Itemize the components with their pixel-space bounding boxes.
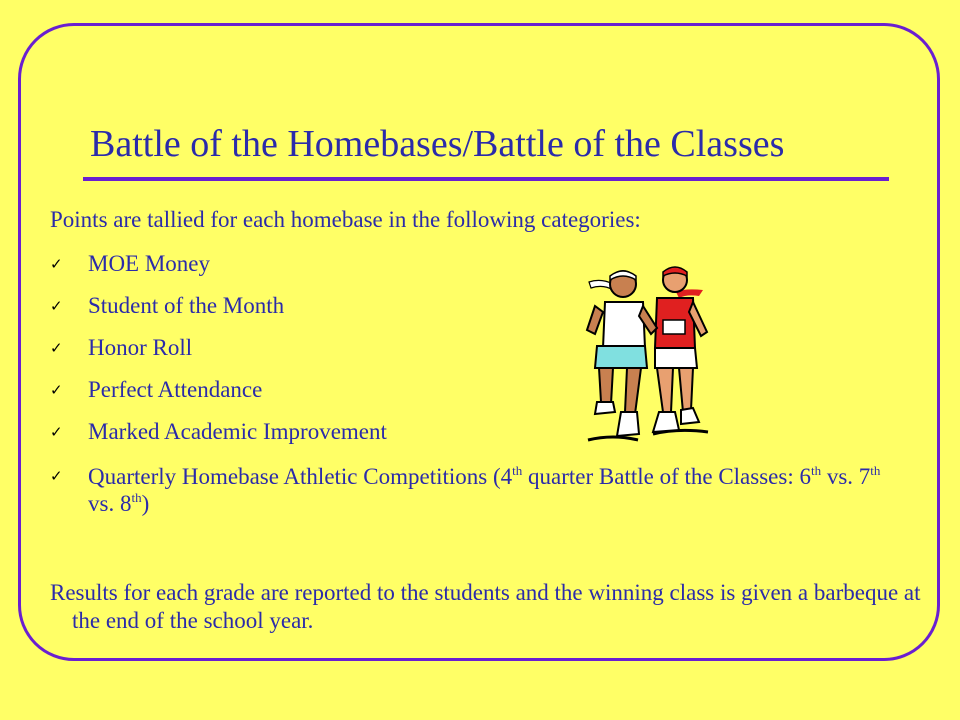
title-underline: [83, 177, 889, 181]
intro-text: Points are tallied for each homebase in the following categories:: [50, 207, 641, 232]
athletic-competitions-text: Quarterly Homebase Athletic Competitions (4th quarter Battle of the Classes: 6th vs. 7th vs. 8th): [88, 463, 881, 516]
results-text: Results for each grade are reported to the students and the winning class is given a barbeque at the end of the school year.: [50, 580, 921, 633]
checkmark-icon: ✓: [50, 423, 63, 441]
checkmark-icon: ✓: [50, 467, 63, 485]
checkmark-icon: ✓: [50, 381, 63, 399]
checkmark-icon: ✓: [50, 255, 63, 273]
slide-title: Battle of the Homebases/Battle of the Classes: [90, 123, 785, 165]
checkmark-icon: ✓: [50, 339, 63, 357]
runners-clipart-icon: [583, 262, 713, 447]
checkmark-icon: ✓: [50, 297, 63, 315]
